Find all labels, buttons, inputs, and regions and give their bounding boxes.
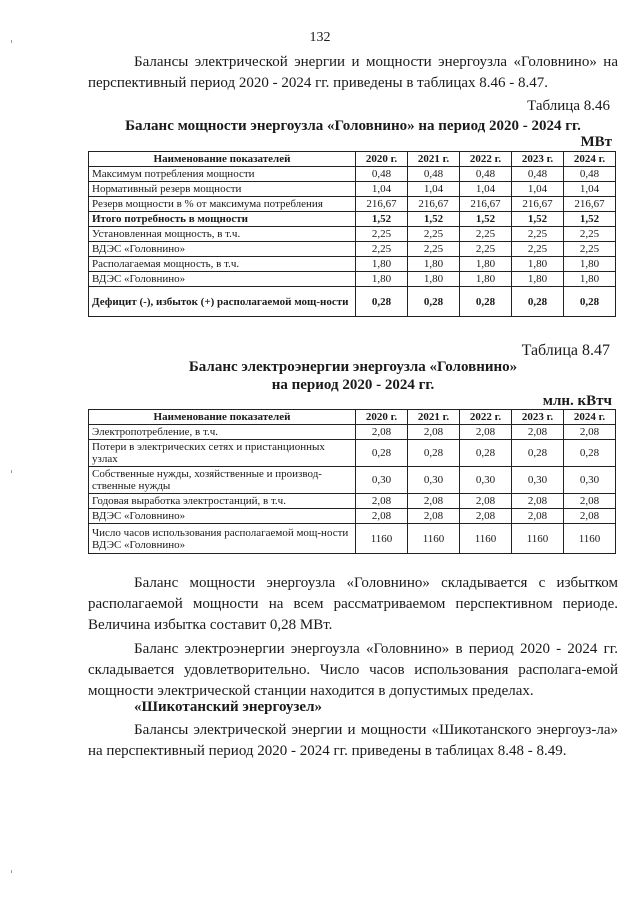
table2-header-row bbox=[89, 410, 616, 425]
row-value: 1,80 bbox=[408, 272, 460, 287]
column-header-year: 2020 г. bbox=[356, 152, 408, 167]
row-value: 216,67 bbox=[564, 197, 616, 212]
table-row bbox=[89, 440, 616, 467]
column-header-year: 2024 г. bbox=[564, 410, 616, 425]
row-value: 0,28 bbox=[512, 287, 564, 317]
row-value: 1,80 bbox=[564, 257, 616, 272]
row-value: 216,67 bbox=[356, 197, 408, 212]
column-header-year: 2020 г. bbox=[356, 410, 408, 425]
row-value: 2,08 bbox=[408, 425, 460, 440]
row-label: Установленная мощность, в т.ч. bbox=[89, 227, 356, 242]
row-value: 1,52 bbox=[564, 212, 616, 227]
row-label: Располагаемая мощность, в т.ч. bbox=[89, 257, 356, 272]
row-value: 1,80 bbox=[356, 272, 408, 287]
row-label: Собственные нужды, хозяйственные и производ-ственные нужды bbox=[89, 467, 356, 494]
intro-text: Балансы электрической энергии и мощности энергоузла «Головнино» на перспективный период 2020 - 2024 гг. приведены в таблицах 8.46 - 8.47. bbox=[88, 54, 618, 91]
row-label: Нормативный резерв мощности bbox=[89, 182, 356, 197]
row-value: 0,28 bbox=[356, 440, 408, 467]
row-value: 1,80 bbox=[356, 257, 408, 272]
row-value: 1,52 bbox=[512, 212, 564, 227]
row-label: ВДЭС «Головнино» bbox=[89, 509, 356, 524]
row-value: 0,30 bbox=[460, 467, 512, 494]
row-value: 1,80 bbox=[512, 257, 564, 272]
power-balance-table bbox=[88, 151, 616, 317]
table2-title-line2: на период 2020 - 2024 гг. bbox=[271, 377, 435, 393]
section-heading: «Шикотанский энергоузел» bbox=[134, 699, 322, 715]
row-value: 216,67 bbox=[408, 197, 460, 212]
row-value: 1160 bbox=[408, 524, 460, 554]
table-row bbox=[89, 242, 616, 257]
row-value: 2,25 bbox=[356, 227, 408, 242]
row-label: Максимум потребления мощности bbox=[89, 167, 356, 182]
column-header-name: Наименование показателей bbox=[89, 152, 356, 167]
row-label: Электропотребление, в т.ч. bbox=[89, 425, 356, 440]
row-label: ВДЭС «Головнино» bbox=[89, 242, 356, 257]
column-header-year: 2021 г. bbox=[408, 152, 460, 167]
row-value: 1160 bbox=[460, 524, 512, 554]
row-value: 1,04 bbox=[564, 182, 616, 197]
row-label: Резерв мощности в % от максимума потребления bbox=[89, 197, 356, 212]
table2-unit: млн. кВтч bbox=[542, 393, 612, 409]
row-value: 2,25 bbox=[564, 242, 616, 257]
row-value: 0,28 bbox=[460, 440, 512, 467]
row-value: 0,28 bbox=[512, 440, 564, 467]
row-label: Итого потребность в мощности bbox=[89, 212, 356, 227]
scan-artifact bbox=[11, 870, 12, 873]
row-value: 2,08 bbox=[512, 494, 564, 509]
table2-label: Таблица 8.47 bbox=[521, 342, 610, 359]
table-row bbox=[89, 509, 616, 524]
table-row bbox=[89, 467, 616, 494]
row-value: 1160 bbox=[356, 524, 408, 554]
table-row bbox=[89, 257, 616, 272]
column-header-year: 2022 г. bbox=[460, 152, 512, 167]
row-value: 1,80 bbox=[512, 272, 564, 287]
table-row bbox=[89, 494, 616, 509]
column-header-year: 2023 г. bbox=[512, 152, 564, 167]
table-row bbox=[89, 425, 616, 440]
row-value: 1,80 bbox=[460, 257, 512, 272]
column-header-year: 2024 г. bbox=[564, 152, 616, 167]
row-value: 1,80 bbox=[564, 272, 616, 287]
row-value: 1,52 bbox=[408, 212, 460, 227]
row-value: 2,08 bbox=[356, 425, 408, 440]
column-header-year: 2023 г. bbox=[512, 410, 564, 425]
row-value: 1,80 bbox=[460, 272, 512, 287]
column-header-name: Наименование показателей bbox=[89, 410, 356, 425]
row-label: Число часов использования располагаемой мощ-ности ВДЭС «Головнино» bbox=[89, 524, 356, 554]
row-value: 0,28 bbox=[564, 287, 616, 317]
paragraph-power-conclusion bbox=[88, 573, 618, 636]
para2-text: Баланс электроэнергии энергоузла «Головнино» в период 2020 - 2024 гг. складывается удовлетворительно. Число часов использования располага-емой мощности электрической станции находится в допустимых пределах. bbox=[88, 641, 618, 699]
table-row bbox=[89, 212, 616, 227]
row-value: 2,25 bbox=[460, 242, 512, 257]
row-label: Дефицит (-), избыток (+) располагаемой мощ-ности bbox=[89, 287, 356, 317]
row-value: 0,48 bbox=[356, 167, 408, 182]
row-value: 0,28 bbox=[356, 287, 408, 317]
row-value: 2,25 bbox=[408, 227, 460, 242]
table-row bbox=[89, 524, 616, 554]
row-value: 0,48 bbox=[512, 167, 564, 182]
table2-body bbox=[89, 425, 616, 554]
table-row bbox=[89, 167, 616, 182]
page-number: 132 bbox=[309, 30, 331, 45]
table-row bbox=[89, 182, 616, 197]
row-value: 1,04 bbox=[408, 182, 460, 197]
para1-text: Баланс мощности энергоузла «Головнино» складывается с избытком располагаемой мощности на всем рассматриваемом перспективном периоде. Величина избытка составит 0,28 МВт. bbox=[88, 575, 618, 633]
row-label: Потери в электрических сетях и пристанционных узлах bbox=[89, 440, 356, 467]
row-value: 2,25 bbox=[460, 227, 512, 242]
row-value: 2,08 bbox=[564, 509, 616, 524]
row-value: 0,30 bbox=[512, 467, 564, 494]
row-value: 2,25 bbox=[512, 227, 564, 242]
scan-artifact bbox=[11, 470, 12, 473]
row-value: 1,52 bbox=[356, 212, 408, 227]
table-row bbox=[89, 227, 616, 242]
row-value: 2,08 bbox=[512, 509, 564, 524]
table-row bbox=[89, 287, 616, 317]
row-value: 0,28 bbox=[564, 440, 616, 467]
para3-text: Балансы электрической энергии и мощности «Шикотанского энергоуз-ла» на перспективный период 2020 - 2024 гг. приведены в таблицах 8.48 - 8.49. bbox=[88, 722, 618, 759]
table2-title-line1: Баланс электроэнергии энергоузла «Головнино» bbox=[188, 359, 518, 375]
paragraph-shikotan-intro bbox=[88, 720, 618, 762]
table-row bbox=[89, 197, 616, 212]
row-value: 0,30 bbox=[408, 467, 460, 494]
row-value: 0,30 bbox=[356, 467, 408, 494]
row-value: 2,08 bbox=[356, 494, 408, 509]
table1-body bbox=[89, 167, 616, 317]
row-value: 0,28 bbox=[408, 287, 460, 317]
column-header-year: 2021 г. bbox=[408, 410, 460, 425]
row-value: 2,08 bbox=[408, 494, 460, 509]
row-label: Годовая выработка электростанций, в т.ч. bbox=[89, 494, 356, 509]
intro-paragraph bbox=[88, 52, 618, 94]
column-header-year: 2022 г. bbox=[460, 410, 512, 425]
table-row bbox=[89, 272, 616, 287]
row-value: 0,28 bbox=[460, 287, 512, 317]
row-value: 2,08 bbox=[564, 425, 616, 440]
row-value: 1160 bbox=[564, 524, 616, 554]
table1-label: Таблица 8.46 bbox=[527, 98, 610, 114]
row-value: 0,48 bbox=[408, 167, 460, 182]
row-value: 1160 bbox=[512, 524, 564, 554]
row-value: 1,04 bbox=[356, 182, 408, 197]
table1-unit: МВт bbox=[580, 134, 612, 150]
row-value: 2,08 bbox=[460, 509, 512, 524]
energy-balance-table bbox=[88, 409, 616, 554]
row-value: 2,08 bbox=[356, 509, 408, 524]
row-value: 1,04 bbox=[460, 182, 512, 197]
table1-header-row bbox=[89, 152, 616, 167]
row-value: 216,67 bbox=[460, 197, 512, 212]
paragraph-energy-conclusion bbox=[88, 639, 618, 702]
row-value: 2,08 bbox=[512, 425, 564, 440]
row-value: 2,25 bbox=[356, 242, 408, 257]
row-value: 1,80 bbox=[408, 257, 460, 272]
row-value: 2,25 bbox=[564, 227, 616, 242]
row-value: 0,48 bbox=[460, 167, 512, 182]
row-value: 2,08 bbox=[408, 509, 460, 524]
row-value: 0,48 bbox=[564, 167, 616, 182]
scan-artifact bbox=[11, 40, 12, 43]
row-value: 216,67 bbox=[512, 197, 564, 212]
row-value: 0,30 bbox=[564, 467, 616, 494]
row-value: 2,08 bbox=[564, 494, 616, 509]
row-value: 2,08 bbox=[460, 425, 512, 440]
table1-title: Баланс мощности энергоузла «Головнино» на период 2020 - 2024 гг. bbox=[125, 118, 581, 134]
row-value: 1,04 bbox=[512, 182, 564, 197]
row-value: 2,25 bbox=[408, 242, 460, 257]
row-value: 2,25 bbox=[512, 242, 564, 257]
row-value: 1,52 bbox=[460, 212, 512, 227]
row-value: 0,28 bbox=[408, 440, 460, 467]
row-label: ВДЭС «Головнино» bbox=[89, 272, 356, 287]
row-value: 2,08 bbox=[460, 494, 512, 509]
